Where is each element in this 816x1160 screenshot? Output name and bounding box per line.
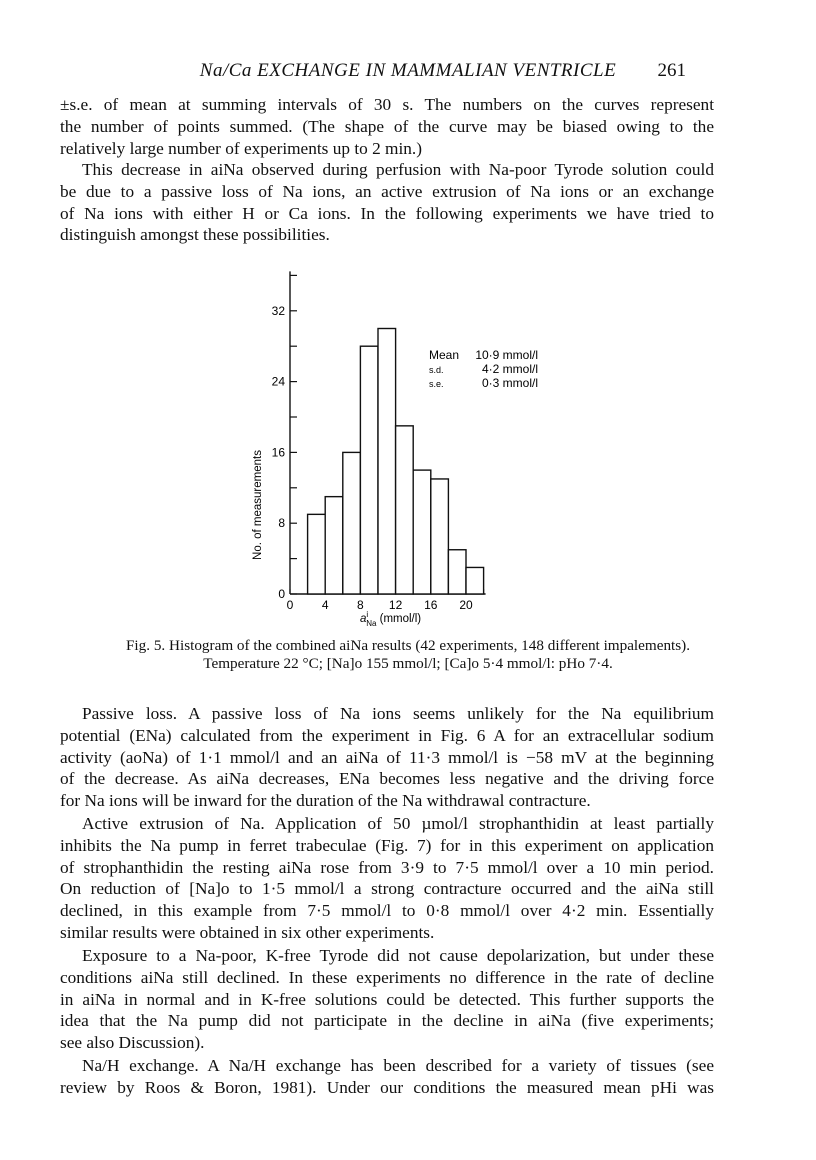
text-line: of strophanthidin the resting aiNa rose from 3·9 to 7·5 mmol/l over a 10 min period. <box>60 857 714 877</box>
histogram-bar <box>378 329 396 595</box>
caption-line-2: Temperature 22 °C; [Na]o 155 mmol/l; [Ca]o 5·4 mmol/l: pHo 7·4. <box>203 655 613 672</box>
text-line: distinguish amongst these possibilities. <box>60 225 330 245</box>
x-tick-label: 12 <box>388 598 403 612</box>
stat-value-se: 0·3 mmol/l <box>481 376 538 390</box>
y-tick-label: 24 <box>271 374 285 389</box>
paragraph-na-h-exchange <box>60 1055 714 1099</box>
text-line: relatively large number of experiments up to 2 min.) <box>60 138 423 158</box>
y-tick-label: 0 <box>278 587 285 601</box>
histogram-bar <box>431 479 449 594</box>
text-line: conditions aiNa still declined. In these experiments no difference in the rate of decline <box>60 967 714 987</box>
paragraph-active-extrusion <box>60 813 714 944</box>
x-tick-label: 8 <box>357 598 364 612</box>
histogram-bar <box>413 470 431 594</box>
y-axis <box>272 271 297 601</box>
stat-value-mean: 10·9 mmol/l <box>475 348 538 362</box>
caption-line-1: Fig. 5. Histogram of the combined aiNa results (42 experiments, 148 different impalements). <box>125 637 691 654</box>
text-line: idea that the Na pump did not participate in the decline in aiNa (five experiments; <box>60 1011 714 1031</box>
histogram-figure <box>240 265 570 635</box>
text-line: potential (ENa) calculated from the experiment in Fig. 6 A for an extracellular sodium <box>60 725 714 745</box>
histogram-bar <box>466 567 484 594</box>
histogram-bar <box>308 514 326 594</box>
stat-label-se: s.e. <box>429 379 444 389</box>
paragraph-k-free <box>60 945 714 1054</box>
text-line: On reduction of [Na]o to 1·5 mmol/l a strong contracture occurred and the aiNa still <box>60 879 714 899</box>
running-header <box>0 60 816 84</box>
histogram-bar <box>343 452 361 594</box>
y-tick-label: 32 <box>271 303 285 318</box>
text-line: Passive loss. A passive loss of Na ions seems unlikely for the Na equilibrium <box>82 704 714 723</box>
text-line: Exposure to a Na-poor, K-free Tyrode did not cause depolarization, but under these <box>82 946 714 965</box>
stat-value-sd: 4·2 mmol/l <box>481 362 538 376</box>
x-tick-label: 16 <box>424 598 438 612</box>
text-line: in aiNa in normal and in K-free solutions could be detected. This further supports the <box>60 989 714 1009</box>
text-line: see also Discussion). <box>60 1033 205 1053</box>
histogram-bar <box>396 426 414 594</box>
running-title: Na/Ca EXCHANGE IN MAMMALIAN VENTRICLE <box>199 60 617 81</box>
text-line: ±s.e. of mean at summing intervals of 30 s. The numbers on the curves represent <box>60 95 714 114</box>
text-line: the number of points summed. (The shape of the curve may be biased owing to the <box>60 116 714 136</box>
histogram-bar <box>448 550 466 594</box>
y-axis-label: No. of measurements <box>252 450 264 560</box>
histogram-bars <box>308 329 484 595</box>
figure-caption <box>60 637 756 673</box>
text-line: be due to a passive loss of Na ions, an active extrusion of Na ions or an exchange <box>60 181 714 201</box>
stat-label-mean: Mean <box>429 348 460 362</box>
text-line: review by Roos & Boron, 1981). Under our conditions the measured mean pHi was <box>60 1077 714 1097</box>
text-line: Active extrusion of Na. Application of 50 µmol/l strophanthidin at least partially <box>82 814 714 833</box>
text-line: This decrease in aiNa observed during perfusion with Na-poor Tyrode solution could <box>82 160 714 179</box>
text-line: of Na ions with either H or Ca ions. In the following experiments we have tried to <box>60 203 714 223</box>
stat-label-sd: s.d. <box>429 365 444 375</box>
histogram-bar <box>360 346 378 594</box>
x-axis-label: $a^i$ Na (mmol/l) <box>360 610 422 628</box>
intro-paragraph <box>60 94 714 159</box>
text-line: similar results were obtained in six other experiments. <box>60 922 435 942</box>
page-number: 261 <box>657 60 686 81</box>
x-tick-label: 4 <box>321 598 329 612</box>
text-line: activity (aoNa) of 1·1 mmol/l and an aiNa of 11·3 mmol/l is −58 mV at the beginning <box>60 747 714 767</box>
text-line: Na/H exchange. A Na/H exchange has been described for a variety of tissues (see <box>82 1056 714 1075</box>
paragraph-passive-loss <box>60 703 714 812</box>
x-tick-label: 0 <box>286 598 294 612</box>
text-line: for Na ions will be inward for the duration of the Na withdrawal contracture. <box>60 791 591 811</box>
x-tick-label: 20 <box>459 598 473 612</box>
text-line: of the decrease. As aiNa decreases, ENa becomes less negative and the driving force <box>60 769 714 789</box>
y-tick-label: 16 <box>271 445 285 460</box>
histogram-bar <box>325 497 343 594</box>
text-line: inhibits the Na pump in ferret trabeculae (Fig. 7) for in this experiment on application <box>60 835 714 855</box>
paragraph-possibilities <box>60 159 714 246</box>
y-tick-label: 8 <box>278 516 285 531</box>
stats-legend <box>429 348 538 390</box>
text-line: declined, in this example from 7·5 mmol/l to 0·8 mmol/l over 4·2 min. Essentially <box>60 901 714 921</box>
